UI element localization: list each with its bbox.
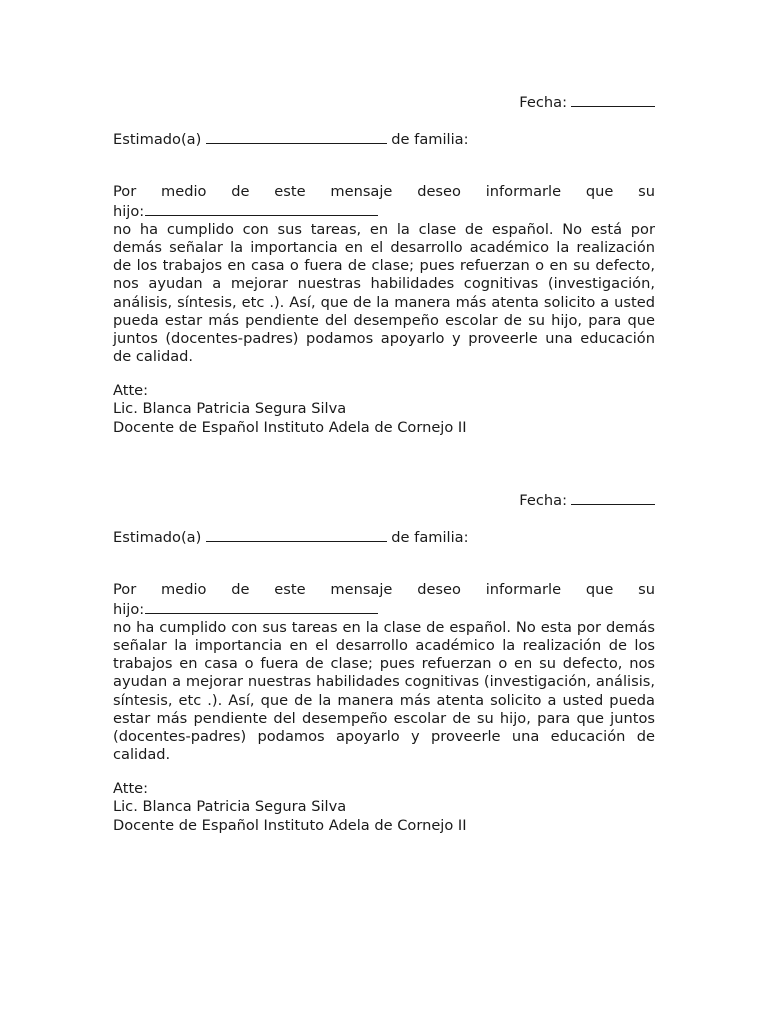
child-name-blank — [145, 599, 378, 614]
parent-name-blank — [206, 527, 387, 542]
signer-role: Docente de Español Instituto Adela de Cornejo II — [113, 418, 467, 436]
child-label: hijo: — [113, 601, 145, 619]
child-line — [113, 201, 655, 221]
date-label: Fecha: — [519, 94, 567, 111]
greeting-end: de familia: — [391, 131, 469, 148]
signature-block — [113, 382, 655, 438]
signer-role: Docente de Español Instituto Adela de Cornejo II — [113, 816, 467, 834]
greeting-start: Estimado(a) — [113, 131, 202, 148]
intro-line: Por medio de este mensaje deseo informarle que su — [113, 183, 655, 200]
date-blank — [571, 490, 655, 505]
letter-2 — [113, 490, 655, 835]
date-line — [113, 490, 655, 508]
signature-block — [113, 780, 655, 836]
greeting-line — [113, 527, 655, 545]
body-paragraph: no ha cumplido con sus tareas, en la clase de español. No está por demás señalar la importancia en el desarrollo académico la realización de los trabajos en casa o fuera de clase; pues refuerzan o en su defecto, nos ayudan a mejorar nuestras habilidades cognitivas (investigación, análisis, síntesis, etc .). Así, que de la manera más atenta solicito a usted pueda estar más pendiente del desempeño escolar de su hijo, para que juntos (docentes-padres) podamos apoyarlo y proveerle una educación de calidad. — [113, 221, 655, 365]
body-paragraph: no ha cumplido con sus tareas en la clase de español. No esta por demás señalar la importancia en el desarrollo académico la realización de los trabajos en casa o fuera de clase; pues refuerzan o en su defecto, nos ayudan a mejorar nuestras habilidades cognitivas (investigación, análisis, síntesis, etc .). Así, que de la manera más atenta solicito a usted pueda estar más pendiente del desempeño escolar de su hijo, para que juntos (docentes-padres) podamos apoyarlo y proveerle una educación de calidad. — [113, 619, 655, 763]
signer-name: Lic. Blanca Patricia Segura Silva — [113, 400, 347, 418]
date-blank — [571, 92, 655, 107]
letter-1 — [113, 92, 655, 437]
child-name-blank — [145, 201, 378, 216]
date-label: Fecha: — [519, 492, 567, 509]
date-line — [113, 92, 655, 110]
greeting-end: de familia: — [391, 529, 469, 546]
closing: Atte: — [113, 779, 149, 797]
closing: Atte: — [113, 381, 149, 399]
greeting-start: Estimado(a) — [113, 529, 202, 546]
greeting-line — [113, 129, 655, 147]
child-line — [113, 599, 655, 619]
letter-body — [113, 183, 655, 366]
signer-name: Lic. Blanca Patricia Segura Silva — [113, 798, 347, 816]
letter-body — [113, 581, 655, 764]
intro-line: Por medio de este mensaje deseo informarle que su — [113, 581, 655, 598]
child-label: hijo: — [113, 203, 145, 221]
parent-name-blank — [206, 129, 387, 144]
